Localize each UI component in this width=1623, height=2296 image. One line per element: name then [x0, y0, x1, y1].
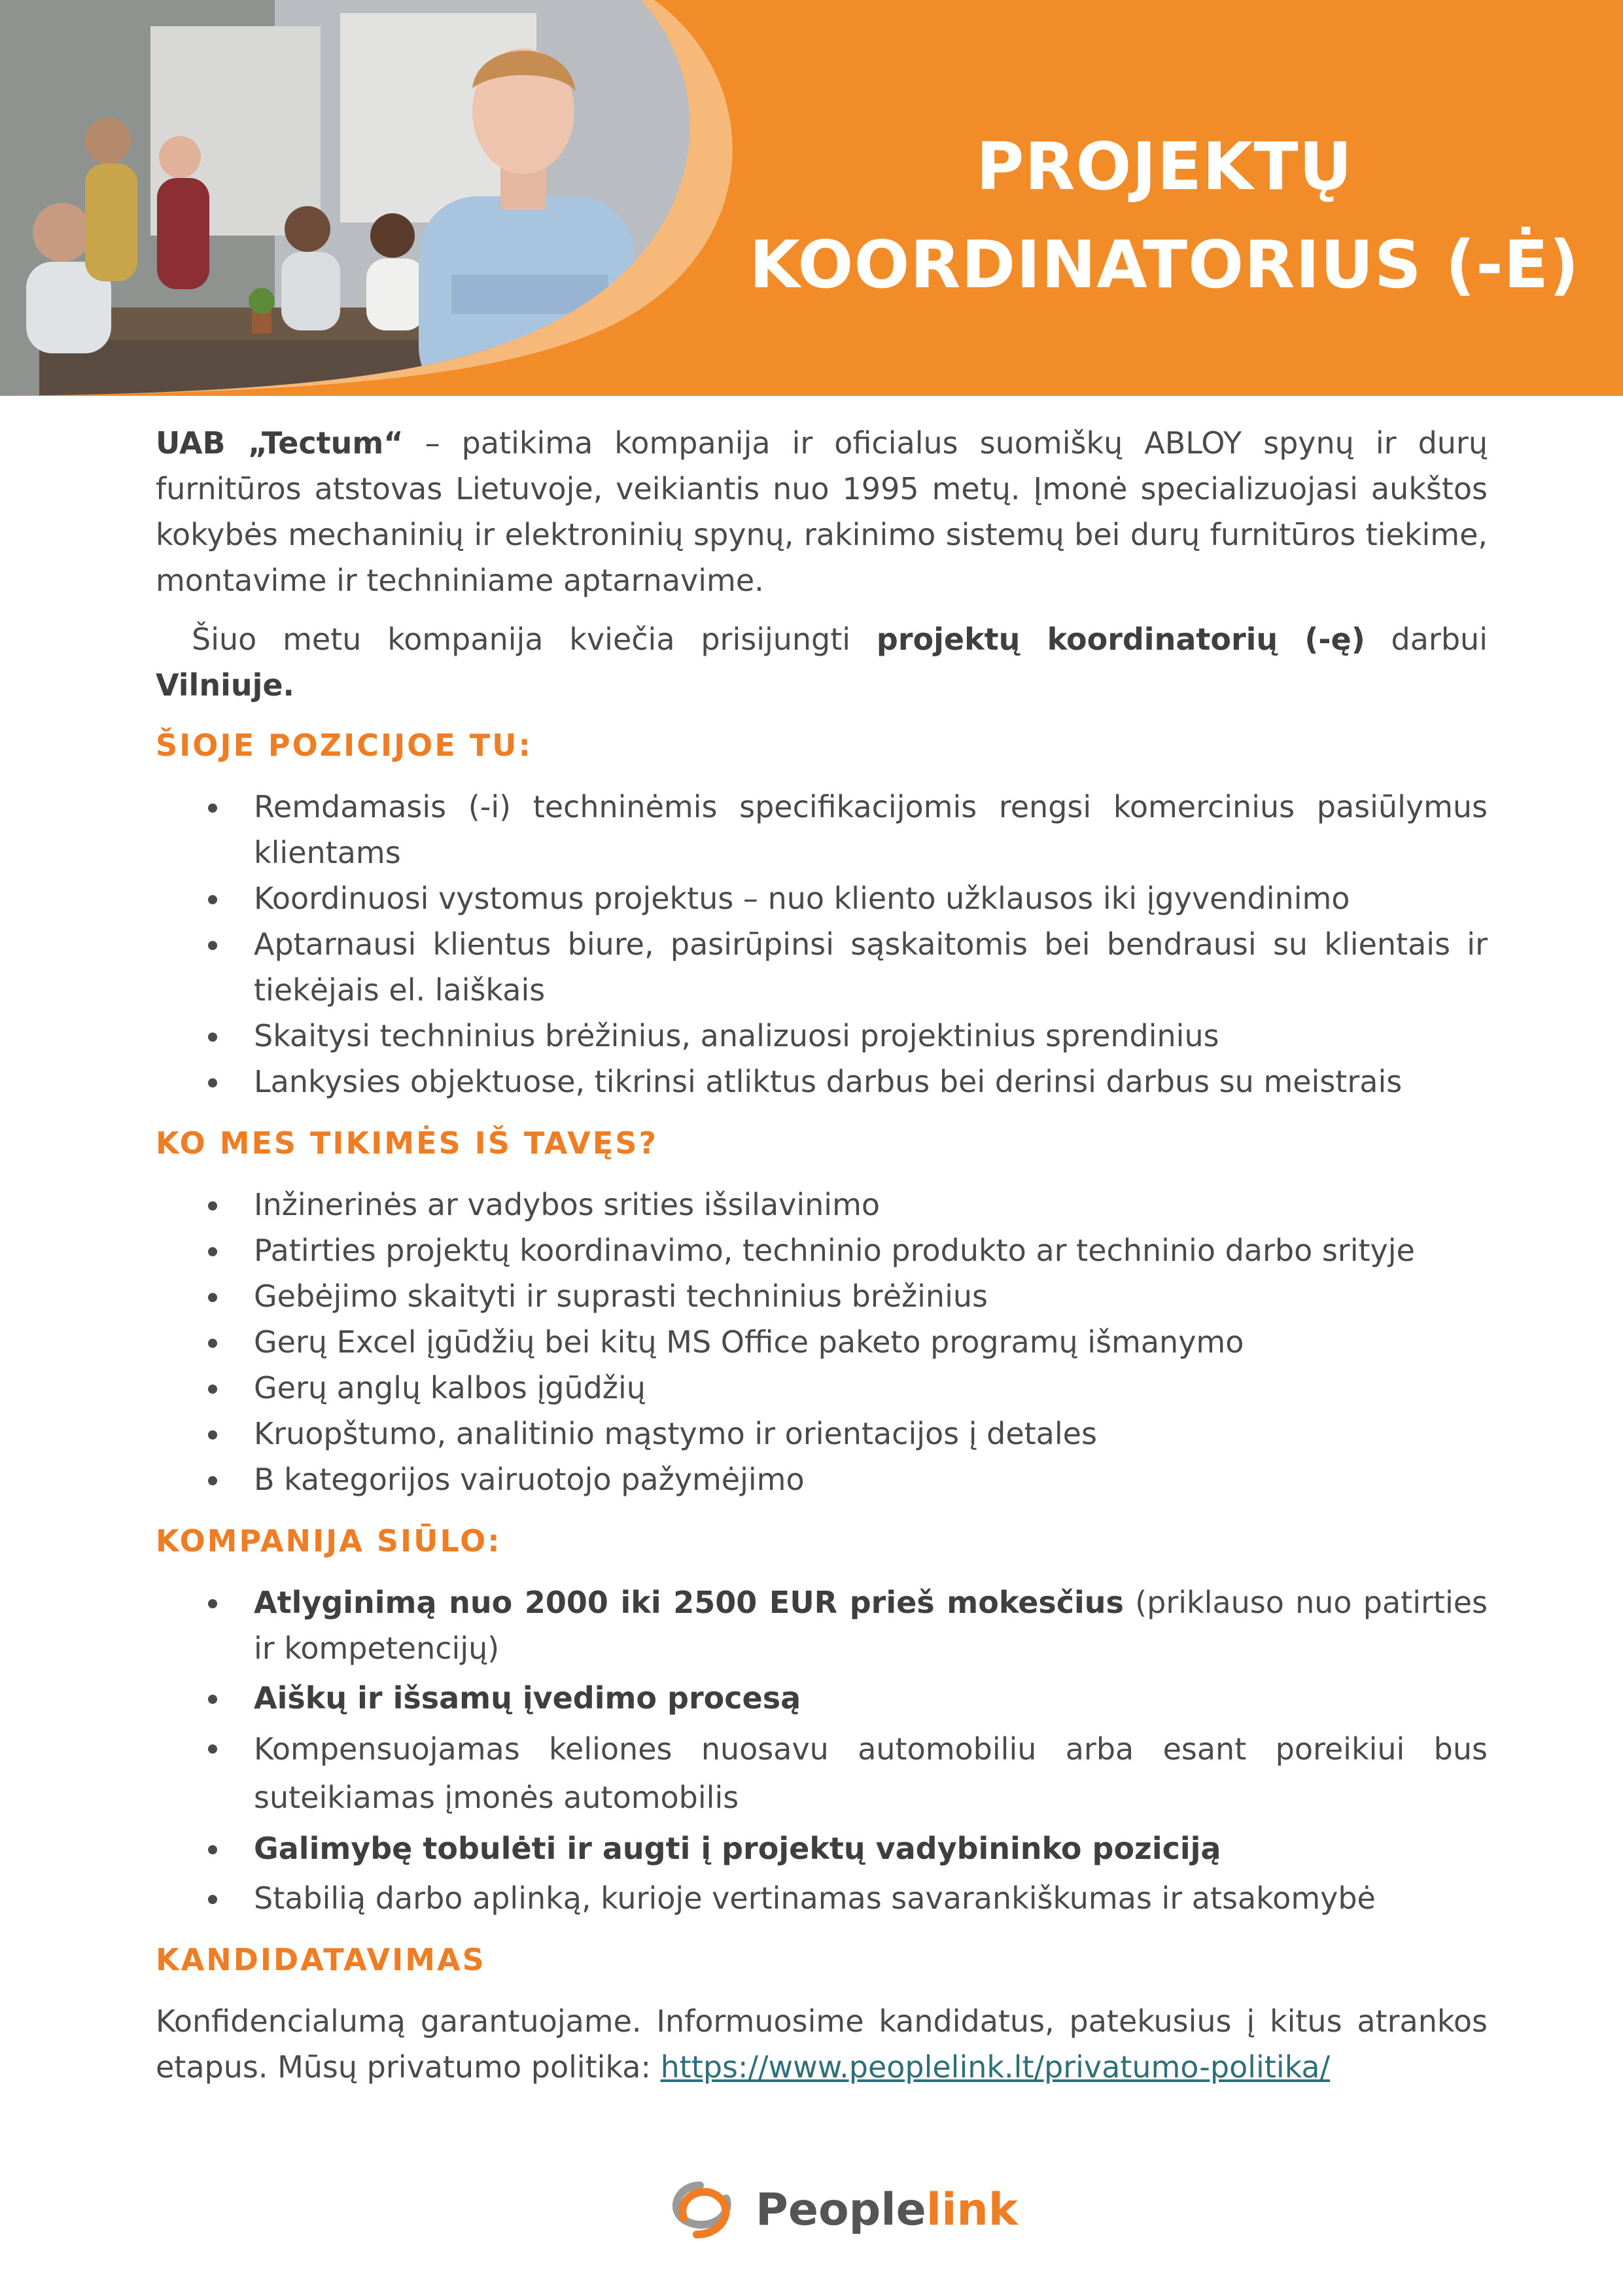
list-item: Skaitysi techninius brėžinius, analizuosi projektinius sprendinius	[254, 1013, 1488, 1059]
list-item: Gerų Excel įgūdžių bei kitų MS Office paketo programų išmanymo	[254, 1319, 1488, 1365]
list-item	[254, 1675, 1488, 1721]
header-banner	[0, 0, 1623, 396]
list-item: Inžinerinės ar vadybos srities išsilavinimo	[254, 1182, 1488, 1227]
list-item: Patirties projektų koordinavimo, techninio produkto ar techninio darbo srityje	[254, 1227, 1488, 1273]
invite-paragraph	[156, 616, 1488, 708]
job-title	[739, 118, 1590, 314]
job-title-line-2: KOORDINATORIUS (-Ė)	[749, 226, 1580, 303]
offer-list	[156, 1580, 1488, 1921]
job-title-line-1: PROJEKTŲ	[976, 128, 1353, 205]
section-heading-responsibilities: ŠIOJE POZICIJOE TU:	[156, 728, 532, 763]
invite-position: projektų koordinatorių (-ę)	[876, 622, 1365, 657]
section-heading-requirements: KO MES TIKIMĖS IŠ TAVĘS?	[156, 1125, 659, 1161]
company-description: – patikima kompanija ir oficialus suomiškų ABLOY spynų ir durų furnitūros atstovas Lietuvoje, veikiantis nuo 1995 metų. Įmonė specializuojasi aukštos kokybės mechaninių ir elektroninių spynų, rakinimo sistemų bei durų furnitūros tiekime, montavime ir techniniame aptarnavime.	[156, 425, 1488, 598]
main-content	[156, 420, 1488, 2090]
list-item: Kompensuojamas keliones nuosavu automobiliu arba esant poreikiui bus suteikiamas įmonės automobilis	[254, 1725, 1488, 1822]
section-heading-application: KANDIDATAVIMAS	[156, 1942, 486, 1977]
growth-text: Galimybę tobulėti ir augti į projektų vadybininko poziciją	[254, 1831, 1221, 1866]
logo-text-link: link	[926, 2184, 1019, 2236]
list-item	[254, 1580, 1488, 1671]
list-item: Lankysies objektuose, tikrinsi atliktus darbus bei derinsi darbus su meistrais	[254, 1059, 1488, 1104]
intro-paragraph	[156, 420, 1488, 603]
list-item: Koordinuosi vystomus projektus – nuo kliento užklausos iki įgyvendinimo	[254, 875, 1488, 921]
logo-text-people: People	[756, 2184, 926, 2236]
list-item: Aptarnausi klientus biure, pasirūpinsi sąskaitomis bei bendrausi su klientais ir tiekėjais el. laiškais	[254, 921, 1488, 1013]
section-heading-offer: KOMPANIJA SIŪLO:	[156, 1523, 502, 1559]
list-item: Kruopštumo, analitinio mąstymo ir orientacijos į detales	[254, 1411, 1488, 1457]
list-item: B kategorijos vairuotojo pažymėjimo	[254, 1457, 1488, 1502]
invite-mid-text: darbui	[1365, 622, 1488, 657]
list-item: Remdamasis (-i) techninėmis specifikacijomis rengsi komercinius pasiūlymus klientams	[254, 784, 1488, 875]
list-item: Stabilią darbo aplinką, kurioje vertinamas savarankiškumas ir atsakomybė	[254, 1875, 1488, 1921]
invite-text: Šiuo metu kompanija kviečia prisijungti	[192, 622, 877, 657]
salary-note: (priklauso nuo patirties ir kompetencijų)	[254, 1585, 1488, 1666]
onboarding-text: Aiškų ir išsamų įvedimo procesą	[254, 1680, 801, 1716]
responsibilities-list	[156, 784, 1488, 1104]
list-item	[254, 1826, 1488, 1871]
application-text: Konfidencialumą garantuojame. Informuosime kandidatus, patekusius į kitus atrankos etapus. Mūsų privatumo politika:	[156, 2004, 1488, 2085]
peoplelink-logo-icon	[661, 2172, 746, 2244]
application-paragraph	[156, 1998, 1488, 2090]
peoplelink-logo-text	[756, 2184, 1018, 2236]
salary-text: Atlyginimą nuo 2000 iki 2500 EUR prieš mokesčius	[254, 1585, 1124, 1620]
company-name: UAB „Tectum“	[156, 425, 404, 461]
requirements-list	[156, 1182, 1488, 1502]
list-item: Gerų anglų kalbos įgūdžių	[254, 1365, 1488, 1411]
footer-logo	[661, 2172, 1019, 2244]
list-item: Gebėjimo skaityti ir suprasti techninius brėžinius	[254, 1273, 1488, 1319]
invite-city: Vilniuje.	[156, 667, 295, 703]
privacy-policy-link[interactable]: https://www.peoplelink.lt/privatumo-politika/	[660, 2049, 1331, 2085]
